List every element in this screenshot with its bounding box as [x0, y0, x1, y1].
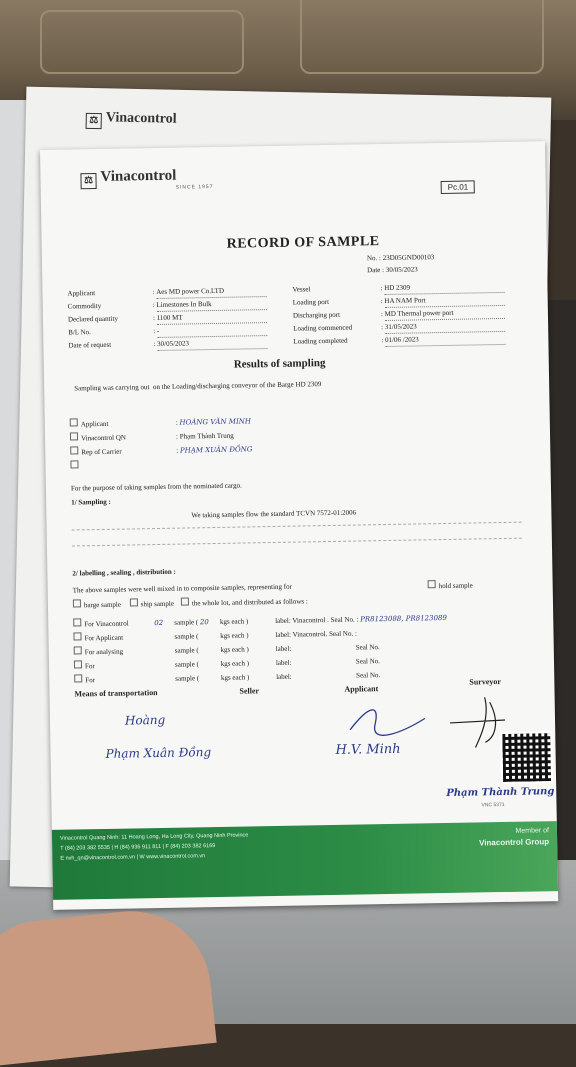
- distribution-row: For Applicant sample ( kgs each ) label: Vinacontrol. Seal No. :: [73, 625, 447, 646]
- applicant-signature-mark: [340, 698, 431, 740]
- mixed-text: The above samples were well mixed in to composite samples, representing for: [72, 582, 293, 595]
- attendee-row: Rep of Carrier : PHẠM XUÂN ĐỒNG: [70, 442, 252, 459]
- detail-row: Vessel : HD 2309: [292, 280, 504, 297]
- logo-since: SINCE 1957: [175, 183, 214, 191]
- surveyor-heading: Surveyor: [469, 677, 501, 687]
- distribution-table: [73, 611, 448, 688]
- footer-web: E nvh_qn@vinacontrol.com.vn | W www.vinacontrol.com.vn: [60, 853, 206, 862]
- surveyor-code: VNC 5371: [481, 801, 505, 809]
- scale-emblem-icon: ⚖: [80, 173, 96, 189]
- record-of-sample-document: [40, 141, 558, 910]
- footer-band: [52, 821, 558, 900]
- checkbox-checked-icon: [73, 599, 81, 607]
- footer-phones: T (84) 203 382 5535 | H (84) 936 911 811 | F (84) 203 382 6169: [60, 843, 216, 852]
- checkbox-icon: [130, 598, 138, 606]
- attendees: [70, 414, 253, 473]
- sampling-heading: 1/ Sampling :: [71, 497, 111, 507]
- checkbox-icon: [74, 660, 82, 668]
- checkbox-icon: [74, 646, 82, 654]
- attendee-row: Applicant : HOÀNG VĂN MINH: [70, 414, 252, 431]
- page-code: Pc.01: [441, 180, 476, 194]
- detail-row: B/L No. : -: [68, 323, 267, 339]
- checkbox-icon: [73, 632, 81, 640]
- transport-name: Phạm Xuân Đồng: [105, 745, 212, 761]
- footer-address: Vinacontrol Quang Ninh: 11 Hoang Long, Ha Long City, Quang Ninh Province: [59, 832, 249, 842]
- attendee-row: Vinacontrol QN : Phạm Thành Trung: [70, 428, 252, 445]
- vinacontrol-logo: ⚖ Vinacontrol: [80, 168, 176, 190]
- blank-line: [72, 522, 522, 531]
- checkbox-icon: [74, 674, 82, 682]
- applicant-heading: Applicant: [344, 684, 379, 694]
- distribution-row: For sample ( kgs each ) label: Seal No.: [74, 653, 448, 674]
- applicant-name-signature: H.V. Minh: [335, 741, 401, 758]
- record-date: Date : 30/05/2023: [367, 265, 418, 275]
- checkbox-icon: [181, 597, 189, 605]
- detail-row: Date of request : 30/05/2023: [68, 336, 267, 352]
- sampling-location: Sampling was carrying out on the Loading/discharging conveyor of the Barge HD 2309: [74, 380, 322, 393]
- checkbox-icon: [70, 460, 78, 468]
- distribution-row: For analysing sample ( kgs each ) label: Seal No.: [74, 639, 448, 660]
- floor-tile: [40, 10, 244, 74]
- checkbox-checked-icon: [70, 446, 78, 454]
- checkbox-checked-icon: [70, 432, 78, 440]
- distribution-row: For sample ( kgs each ) label: Seal No.: [74, 667, 448, 688]
- detail-row: Commodity : Limestones In Bulk: [68, 297, 267, 313]
- details-left: [67, 284, 267, 352]
- detail-row: Applicant : Aes MD power Co.LTD: [67, 284, 266, 300]
- qr-code: [500, 731, 553, 784]
- group-name: Vinacontrol Group: [479, 837, 550, 848]
- labelling-heading: 2/ labelling , sealing , distribution :: [72, 567, 176, 578]
- blank-line: [72, 538, 522, 547]
- detail-row: Declared quantity : 1100 MT: [68, 310, 267, 326]
- scale-emblem-icon: ⚖: [86, 113, 102, 129]
- member-of: Member of: [515, 827, 550, 835]
- checkbox-checked-icon: [73, 618, 81, 626]
- surveyor-name-signature: Phạm Thành Trung: [446, 786, 555, 800]
- detail-row: Loading completed : 01/06 /2023: [293, 332, 505, 349]
- detail-row: Loading port : HA NAM Port: [293, 293, 505, 310]
- distribution-row: For Vinacontrol 02 sample ( 20 kgs each ) label: Vinacontrol . Seal No. : PR8123088, PR8123089: [73, 611, 447, 632]
- sampling-standard: We taking samples flow the standard TCVN 7572-01:2006: [191, 508, 357, 520]
- floor-tile: [300, 0, 544, 74]
- means-of-transportation: Means of transportation: [74, 688, 158, 699]
- seller-heading: Seller: [239, 686, 260, 696]
- details-right: [292, 280, 505, 349]
- hold-sample-option: hold sample: [428, 580, 473, 591]
- back-logo: ⚖ Vinacontrol: [86, 110, 177, 131]
- record-number: No. : 23D05GND00103: [366, 253, 435, 263]
- checkbox-checked-icon: [70, 418, 78, 426]
- detail-row: Loading commenced : 31/05/2023: [293, 319, 505, 336]
- transport-signature: Hoàng: [124, 712, 166, 728]
- results-title: Results of sampling: [233, 357, 326, 371]
- purpose-text: For the purpose of taking samples from the nominated cargo.: [70, 481, 242, 493]
- sample-options: barge sample ship sample the whole lot, and distributed as follows :: [73, 595, 308, 609]
- document-title: RECORD OF SAMPLE: [226, 234, 380, 252]
- checkbox-icon: [428, 580, 436, 588]
- detail-row: Discharging port : MD Thermal power port: [293, 306, 505, 323]
